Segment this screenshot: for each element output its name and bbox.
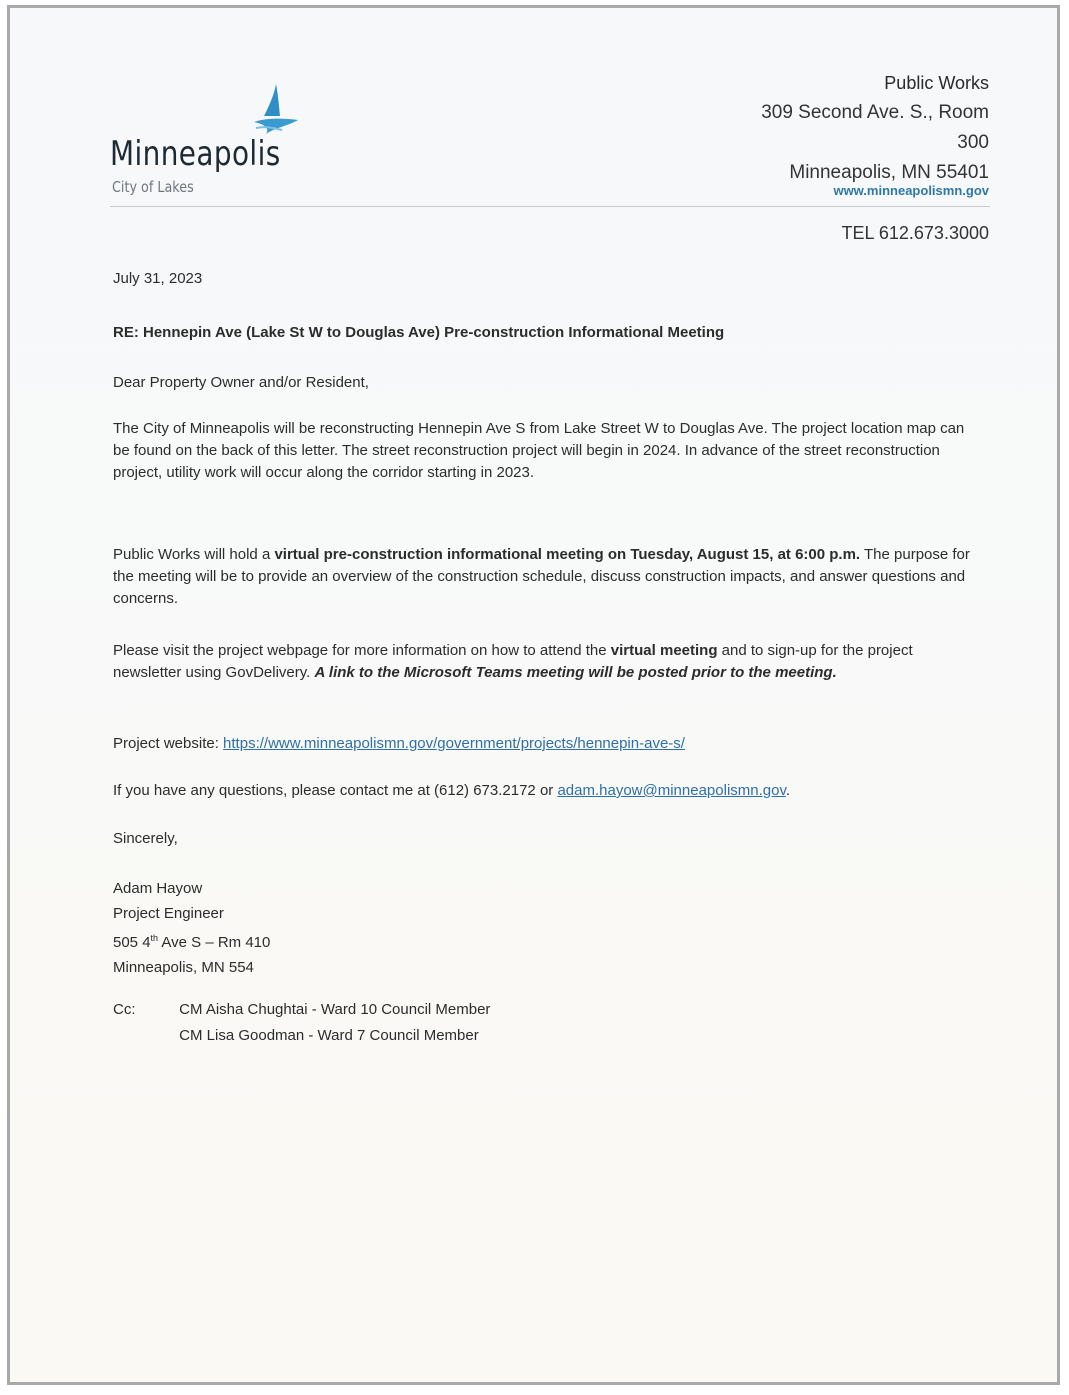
contact-end: . — [785, 782, 791, 799]
logo-name: Minneapolis — [110, 134, 281, 174]
address-line-2: 300 — [957, 132, 989, 153]
cc-block — [113, 997, 973, 1049]
address-number: 505 4 — [113, 934, 151, 951]
virtual-meeting-bold: virtual meeting — [610, 642, 718, 659]
address-line-3: Minneapolis, MN 55401 — [789, 162, 989, 183]
salutation: Dear Property Owner and/or Resident, — [113, 374, 369, 391]
website-label: Project website: — [113, 735, 224, 752]
newsletter-text: and to sign-up for the project newsletter using GovDelivery. — [113, 642, 913, 681]
letterhead-address — [761, 68, 989, 248]
letterhead-website-link[interactable]: www.minneapolismn.gov — [833, 183, 989, 198]
header-divider — [110, 206, 990, 207]
paragraph-meeting — [113, 544, 973, 610]
meeting-purpose: The purpose for the meeting will be to provide an overview of the construction schedule, discuss construction impacts, and answer questions and concerns. — [113, 546, 970, 607]
project-website-line — [113, 733, 973, 755]
signer-title: Project Engineer — [113, 905, 224, 922]
address-line-1: 309 Second Ave. S., Room — [761, 102, 989, 123]
paragraph-webpage — [113, 640, 973, 684]
teams-link-note: A link to the Microsoft Teams meeting will be posted prior to the meeting. — [314, 664, 837, 681]
contact-email-link[interactable]: adam.hayow@minneapolismn.gov — [557, 782, 786, 799]
signer-address — [113, 926, 973, 955]
subject-line: RE: Hennepin Ave (Lake St W to Douglas Ave) Pre-construction Informational Meeting — [113, 324, 725, 341]
department-name: Public Works — [884, 73, 989, 93]
signer-name: Adam Hayow — [113, 880, 203, 897]
project-website-link[interactable]: https://www.minneapolismn.gov/government/projects/hennepin-ave-s/ — [223, 735, 685, 752]
closing: Sincerely, — [113, 830, 178, 847]
address-rest: Ave S – Rm 410 — [158, 934, 271, 951]
cc-recipient: CM Aisha Chughtai - Ward 10 Council Member — [179, 1001, 491, 1018]
contact-text: If you have any questions, please contact me at (612) 673.2172 or — [113, 782, 558, 799]
cc-recipient: CM Lisa Goodman - Ward 7 Council Member — [179, 1027, 479, 1044]
letter-date: July 31, 2023 — [113, 270, 203, 287]
meeting-details: virtual pre-construction informational meeting on Tuesday, August 15, at 6:00 p.m. — [274, 546, 861, 563]
paragraph-project-intro: The City of Minneapolis will be reconstructing Hennepin Ave S from Lake Street W to Douglas Ave. The project location map can be found on the back of this letter. The street reconstruction project will begin in 2024. In advance of the street reconstruction project, utility work will occur along the corridor starting in 2023. — [113, 420, 965, 481]
cc-list — [179, 997, 490, 1049]
meeting-intro: Public Works will hold a — [113, 546, 275, 563]
sailboat-logo-icon — [252, 82, 302, 138]
signer-city: Minneapolis, MN 554 — [113, 959, 254, 976]
address-suffix: th — [150, 933, 159, 943]
cc-label: Cc: — [113, 1001, 136, 1018]
webpage-intro: Please visit the project webpage for more information on how to attend the — [113, 642, 611, 659]
contact-line — [113, 780, 973, 802]
signature-block — [113, 876, 973, 980]
telephone: TEL 612.673.3000 — [841, 223, 989, 243]
logo-tagline: City of Lakes — [112, 178, 194, 196]
